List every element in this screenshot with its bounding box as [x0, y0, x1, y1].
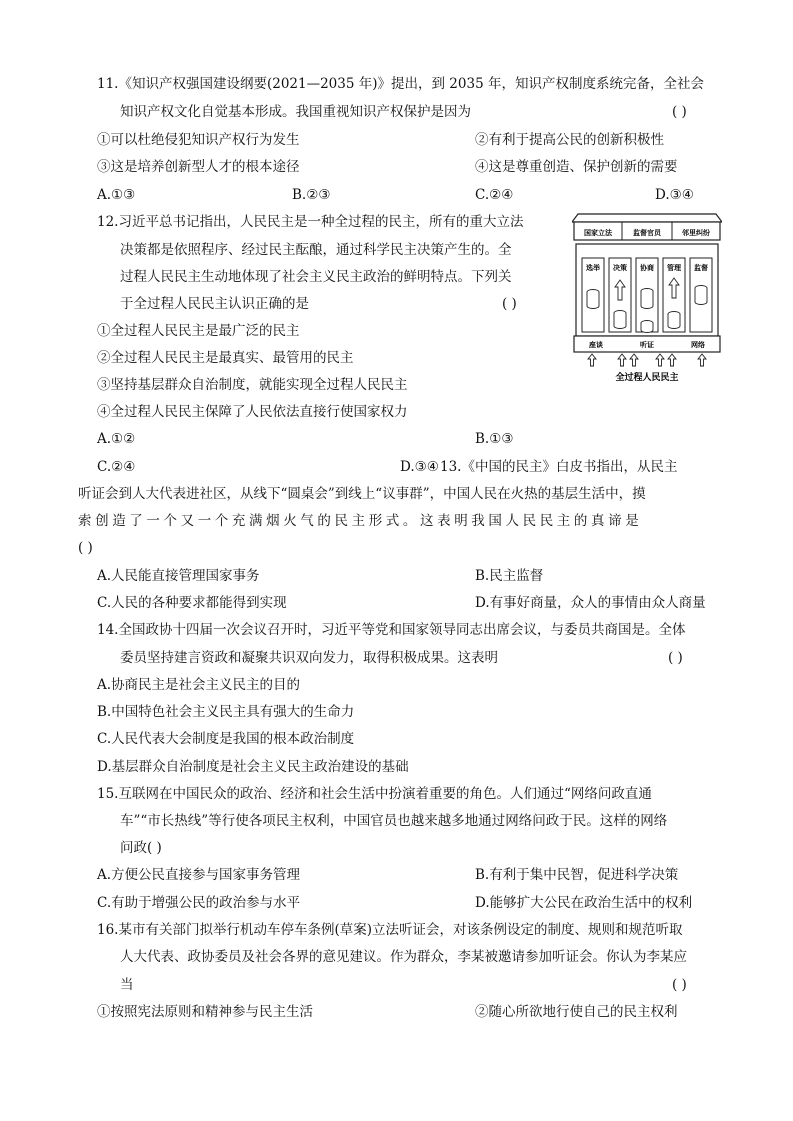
q16-answer-paren: ( ): [672, 977, 687, 993]
diagram-pillar-label-3: 协商: [640, 264, 654, 272]
diagram-top-label-3: 邻里纠纷: [682, 229, 710, 237]
q11-stem-line2: 知识产权文化自觉基本形成。我国重视知识产权保护是因为: [120, 104, 471, 120]
q12-choice-d: D.③④: [400, 459, 439, 475]
q16-option-2: ②随心所欲地行使自己的民主权利: [475, 1004, 678, 1020]
q14-stem-line1: 14.全国政协十四届一次会议召开时，习近平等党和国家领导同志出席会议，与委员共商国是。全体: [97, 622, 686, 638]
q12-answer-paren: ( ): [502, 296, 517, 312]
q14-choice-d: D.基层群众自治制度是社会主义民主政治建设的基础: [97, 759, 409, 775]
diagram-up-arrow-icon: [698, 354, 706, 366]
q16-option-1: ①按照宪法原则和精神参与民主生活: [97, 1004, 313, 1020]
diagram-top-label-1: 国家立法: [584, 229, 612, 237]
q11-option-4: ④这是尊重创造、保护创新的需要: [475, 159, 678, 175]
q14-choice-c: C.人民代表大会制度是我国的根本政治制度: [97, 731, 355, 747]
diagram-base-label-1: 座谈: [589, 341, 603, 349]
q15-choice-d: D.能够扩大公民在政治生活中的权利: [475, 895, 693, 911]
q16-stem-line2: 人大代表、政协委员及社会各界的意见建议。作为群众，李某被邀请参加听证会。你认为李某应: [120, 949, 687, 965]
whole-process-democracy-diagram: [572, 212, 722, 387]
q12-stem-line2: 决策都是依照程序、经过民主酝酿，通过科学民主决策产生的。全: [120, 242, 512, 258]
q13-stem-line2: 听证会到人大代表进社区，从线下“圆桌会”到线上“议事群”，中国人民在火热的基层生活中，摸: [78, 486, 646, 502]
q12-option-3: ③坚持基层群众自治制度，就能实现全过程人民民主: [97, 377, 408, 393]
q16-stem-line3: 当: [120, 977, 134, 993]
diagram-pillar-label-5: 监督: [694, 264, 708, 272]
q15-stem-line1: 15.互联网在中国民众的政治、经济和社会生活中扮演着重要的角色。人们通过“网络问政直通: [97, 786, 652, 802]
diagram-up-arrow-icon: [618, 354, 626, 366]
diagram-up-arrow-icon: [588, 354, 596, 366]
q13-stem-line1: 13.《中国的民主》白皮书指出，从民主: [440, 459, 678, 475]
q12-choice-a: A.①②: [97, 431, 136, 447]
q11-option-1: ①可以杜绝侵犯知识产权行为发生: [97, 132, 300, 148]
q12-stem-line4: 于全过程人民民主认识正确的是: [120, 296, 309, 312]
q15-stem-line2: 车”“市长热线”等行使各项民主权利，中国官员也越来越多地通过网络问政于民。这样的网络: [120, 813, 668, 829]
q15-stem-line3: 问政( ): [120, 840, 162, 856]
q13-stem-line3: 索创造了一个又一个充满烟火气的民主形式。这表明我国人民民主的真谛是: [78, 513, 643, 529]
diagram-pillar-label-1: 选举: [586, 264, 600, 272]
q12-choice-c: C.②④: [97, 459, 136, 475]
q15-choice-b: B.有利于集中民智，促进科学决策: [475, 867, 679, 883]
q11-choice-a: A.①③: [97, 187, 136, 203]
diagram-pillar-label-2: 决策: [613, 264, 627, 272]
q12-option-4: ④全过程人民民主保障了人民依法直接行使国家权力: [97, 404, 408, 420]
q13-choice-d: D.有事好商量，众人的事情由众人商量: [475, 595, 706, 611]
q12-stem-line1: 12.习近平总书记指出，人民民主是一种全过程的民主，所有的重大立法: [97, 214, 524, 230]
q12-option-2: ②全过程人民民主是最真实、最管用的民主: [97, 350, 354, 366]
diagram-roof: [572, 214, 722, 222]
diagram-up-arrow-icon: [668, 354, 676, 366]
diagram-top-label-2: 监督官员: [633, 229, 661, 237]
q14-choice-b: B.中国特色社会主义民主具有强大的生命力: [97, 704, 355, 720]
q11-answer-paren: ( ): [672, 104, 687, 120]
q11-choice-d: D.③④: [655, 187, 694, 203]
q12-option-1: ①全过程人民民主是最广泛的民主: [97, 323, 300, 339]
q12-choice-b: B.①③: [475, 431, 514, 447]
diagram-up-arrow-icon: [656, 354, 664, 366]
q13-answer-paren: ( ): [78, 540, 93, 556]
diagram-base-label-2: 听证: [640, 341, 654, 349]
q14-stem-line2: 委员坚持建言资政和凝聚共识双向发力，取得积极成果。这表明: [120, 650, 498, 666]
q12-stem-line3: 过程人民民主生动地体现了社会主义民主政治的鲜明特点。下列关: [120, 269, 512, 285]
diagram-caption: 全过程人民民主: [615, 373, 679, 383]
q15-choice-a: A.方便公民直接参与国家事务管理: [97, 867, 301, 883]
q13-choice-b: B.民主监督: [475, 568, 544, 584]
q16-stem-line1: 16.某市有关部门拟举行机动车停车条例(草案)立法听证会，对该条例设定的制度、规则和规范听取: [97, 922, 683, 938]
q14-choice-a: A.协商民主是社会主义民主的目的: [97, 677, 301, 693]
q11-option-2: ②有利于提高公民的创新积极性: [475, 132, 664, 148]
diagram-pillar-label-4: 管理: [667, 264, 681, 272]
diagram-up-arrow-icon: [630, 354, 638, 366]
q15-choice-c: C.有助于增强公民的政治参与水平: [97, 895, 301, 911]
q13-choice-c: C.人民的各种要求都能得到实现: [97, 595, 287, 611]
q11-choice-c: C.②④: [475, 187, 514, 203]
q11-choice-b: B.②③: [292, 187, 331, 203]
q13-choice-a: A.人民能直接管理国家事务: [97, 568, 260, 584]
q14-answer-paren: ( ): [668, 650, 683, 666]
q11-option-3: ③这是培养创新型人才的根本途径: [97, 159, 300, 175]
q11-stem-line1: 11.《知识产权强国建设纲要(2021—2035 年)》提出，到 2035 年，知识产权制度系统完备，全社会: [97, 76, 704, 92]
diagram-base-label-3: 网络: [691, 341, 705, 349]
